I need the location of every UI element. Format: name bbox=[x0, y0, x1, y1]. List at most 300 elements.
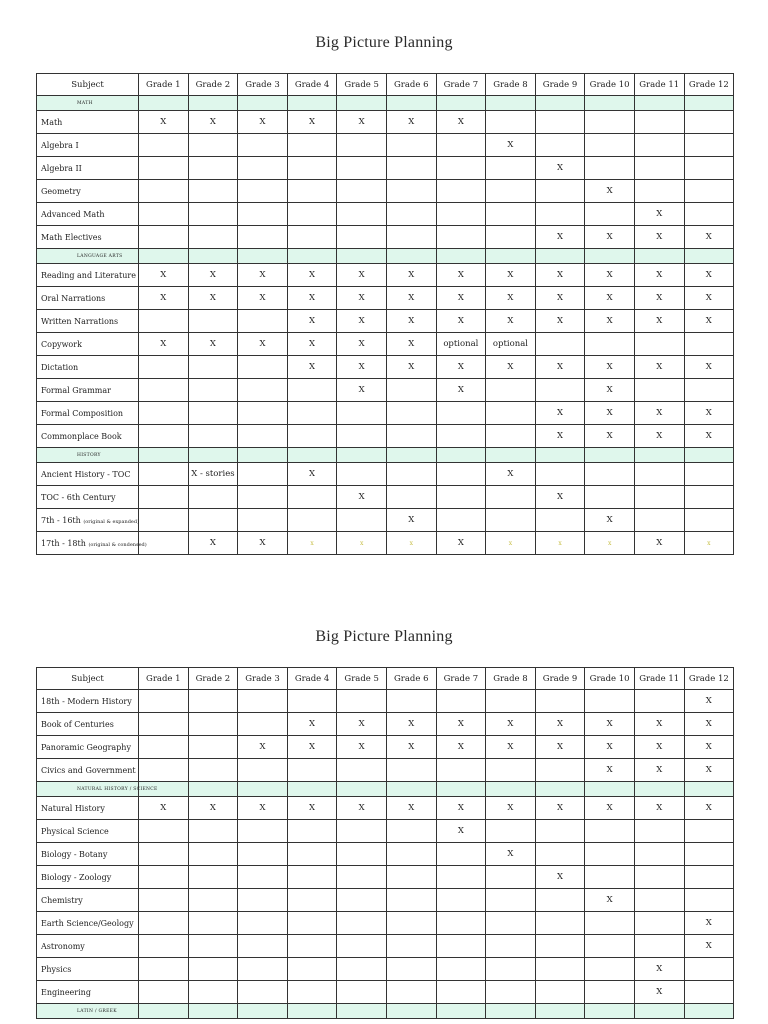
grade-cell bbox=[139, 134, 189, 157]
section-cell bbox=[287, 1004, 337, 1019]
grade-cell bbox=[386, 759, 436, 782]
grade-cell: X bbox=[634, 736, 684, 759]
grade-cell bbox=[634, 486, 684, 509]
grade-cell: X bbox=[386, 333, 436, 356]
subject-label: Math bbox=[41, 117, 63, 127]
grade-cell bbox=[585, 843, 635, 866]
grade-cell: X bbox=[188, 111, 238, 134]
grade-cell bbox=[535, 690, 585, 713]
grade-cell bbox=[188, 690, 238, 713]
column-header-grade: Grade 10 bbox=[585, 74, 635, 96]
grade-cell: X bbox=[436, 310, 486, 333]
grade-cell bbox=[337, 935, 387, 958]
section-cell bbox=[486, 96, 536, 111]
subject-cell bbox=[37, 287, 139, 310]
grade-cell bbox=[535, 935, 585, 958]
column-header-grade: Grade 1 bbox=[139, 668, 189, 690]
grade-cell bbox=[684, 157, 734, 180]
grade-cell: X bbox=[287, 463, 337, 486]
grade-cell bbox=[188, 402, 238, 425]
grade-cell bbox=[238, 379, 288, 402]
column-header-grade: Grade 2 bbox=[188, 74, 238, 96]
grade-cell bbox=[188, 180, 238, 203]
grade-cell bbox=[287, 226, 337, 249]
table-row bbox=[37, 981, 734, 1004]
column-header-grade: Grade 1 bbox=[139, 74, 189, 96]
column-header-grade: Grade 7 bbox=[436, 668, 486, 690]
grade-cell bbox=[287, 509, 337, 532]
grade-cell bbox=[139, 203, 189, 226]
subject-label: 18th - Modern History bbox=[41, 696, 132, 706]
grade-cell bbox=[535, 912, 585, 935]
grade-cell bbox=[188, 981, 238, 1004]
grade-cell: X bbox=[436, 736, 486, 759]
grade-cell bbox=[139, 889, 189, 912]
grade-cell: X bbox=[386, 797, 436, 820]
grade-cell: X bbox=[486, 797, 536, 820]
grade-cell bbox=[436, 981, 486, 1004]
table-row bbox=[37, 912, 734, 935]
subject-label: Panoramic Geography bbox=[41, 742, 131, 752]
grade-cell bbox=[535, 509, 585, 532]
grade-cell: X bbox=[337, 379, 387, 402]
column-header-grade: Grade 8 bbox=[486, 668, 536, 690]
grade-cell: X bbox=[188, 797, 238, 820]
grade-cell bbox=[337, 463, 387, 486]
grade-cell bbox=[287, 866, 337, 889]
section-cell bbox=[238, 782, 288, 797]
grade-cell bbox=[585, 820, 635, 843]
subject-label: Formal Grammar bbox=[41, 385, 111, 395]
grade-cell: X bbox=[585, 797, 635, 820]
grade-cell bbox=[287, 157, 337, 180]
section-cell bbox=[337, 96, 387, 111]
grade-cell bbox=[139, 157, 189, 180]
grade-cell: X bbox=[337, 356, 387, 379]
grade-cell: X bbox=[684, 425, 734, 448]
grade-cell bbox=[634, 889, 684, 912]
grade-cell bbox=[634, 866, 684, 889]
grade-cell bbox=[486, 425, 536, 448]
grade-cell bbox=[188, 958, 238, 981]
grade-cell bbox=[238, 935, 288, 958]
section-cell bbox=[585, 782, 635, 797]
table-row bbox=[37, 310, 734, 333]
section-cell bbox=[684, 448, 734, 463]
subject-label: Earth Science/Geology bbox=[41, 918, 134, 928]
grade-cell: X bbox=[585, 425, 635, 448]
grade-cell: X bbox=[386, 310, 436, 333]
grade-cell bbox=[486, 935, 536, 958]
subject-label: Algebra I bbox=[41, 140, 79, 150]
grade-cell: X bbox=[436, 287, 486, 310]
section-cell bbox=[436, 96, 486, 111]
section-cell bbox=[238, 448, 288, 463]
grade-cell bbox=[337, 866, 387, 889]
grade-cell bbox=[287, 820, 337, 843]
table-row bbox=[37, 820, 734, 843]
subject-label: Commonplace Book bbox=[41, 431, 122, 441]
section-row bbox=[37, 249, 734, 264]
grade-cell bbox=[535, 981, 585, 1004]
subject-label: Physics bbox=[41, 964, 72, 974]
table-row bbox=[37, 958, 734, 981]
section-cell bbox=[238, 96, 288, 111]
grade-cell bbox=[634, 509, 684, 532]
grade-cell bbox=[188, 843, 238, 866]
grade-cell bbox=[684, 958, 734, 981]
grade-cell bbox=[386, 203, 436, 226]
grade-cell: X bbox=[486, 713, 536, 736]
grade-cell: X bbox=[684, 759, 734, 782]
column-header-grade: Grade 6 bbox=[386, 668, 436, 690]
grade-cell: X bbox=[337, 310, 387, 333]
grade-cell bbox=[386, 935, 436, 958]
grade-cell: X bbox=[486, 843, 536, 866]
section-row bbox=[37, 448, 734, 463]
section-cell bbox=[188, 448, 238, 463]
grade-cell bbox=[188, 759, 238, 782]
grade-cell: X bbox=[287, 310, 337, 333]
grade-cell: X bbox=[188, 264, 238, 287]
grade-cell bbox=[238, 820, 288, 843]
grade-cell bbox=[436, 509, 486, 532]
grade-cell: X bbox=[486, 356, 536, 379]
grade-cell bbox=[188, 509, 238, 532]
grade-cell bbox=[238, 759, 288, 782]
grade-cell bbox=[436, 866, 486, 889]
section-cell bbox=[139, 1004, 189, 1019]
section-cell bbox=[535, 448, 585, 463]
table-row bbox=[37, 356, 734, 379]
grade-cell bbox=[337, 690, 387, 713]
column-header-grade: Grade 3 bbox=[238, 74, 288, 96]
grade-cell bbox=[188, 736, 238, 759]
grade-cell bbox=[684, 463, 734, 486]
grade-cell bbox=[337, 843, 387, 866]
grade-cell bbox=[337, 180, 387, 203]
subject-label: Astronomy bbox=[41, 941, 85, 951]
grade-cell: X bbox=[585, 356, 635, 379]
section-cell bbox=[188, 1004, 238, 1019]
grade-cell bbox=[188, 820, 238, 843]
grade-cell: X bbox=[386, 509, 436, 532]
column-header-grade: Grade 4 bbox=[287, 668, 337, 690]
grade-cell: X bbox=[436, 379, 486, 402]
section-label: MATH bbox=[37, 96, 139, 111]
grade-cell bbox=[287, 889, 337, 912]
grade-cell: X - stories bbox=[188, 463, 238, 486]
grade-cell bbox=[684, 111, 734, 134]
subject-label: Geometry bbox=[41, 186, 81, 196]
header-row bbox=[37, 668, 734, 690]
grade-cell bbox=[634, 333, 684, 356]
grade-cell bbox=[436, 402, 486, 425]
section-cell bbox=[188, 782, 238, 797]
section-cell bbox=[684, 1004, 734, 1019]
column-header-grade: Grade 11 bbox=[634, 668, 684, 690]
grade-cell bbox=[634, 690, 684, 713]
grade-cell bbox=[238, 509, 288, 532]
section-cell bbox=[535, 1004, 585, 1019]
section-label: LANGUAGE ARTS bbox=[37, 249, 139, 264]
grade-cell bbox=[486, 820, 536, 843]
grade-cell: X bbox=[634, 981, 684, 1004]
grade-cell bbox=[386, 690, 436, 713]
grade-cell: X bbox=[634, 310, 684, 333]
grade-cell: x bbox=[287, 532, 337, 555]
subject-cell bbox=[37, 134, 139, 157]
grade-cell: X bbox=[486, 310, 536, 333]
grade-cell bbox=[386, 981, 436, 1004]
grade-cell bbox=[634, 820, 684, 843]
section-row bbox=[37, 96, 734, 111]
section-cell bbox=[535, 249, 585, 264]
grade-cell bbox=[337, 912, 387, 935]
section-cell bbox=[337, 249, 387, 264]
grade-cell: X bbox=[684, 356, 734, 379]
grade-cell: X bbox=[188, 287, 238, 310]
grade-cell bbox=[188, 226, 238, 249]
subject-label: 17th - 18th bbox=[41, 538, 86, 548]
grade-cell bbox=[436, 958, 486, 981]
grade-cell: X bbox=[287, 287, 337, 310]
column-header-grade: Grade 8 bbox=[486, 74, 536, 96]
table-row bbox=[37, 287, 734, 310]
grade-cell: X bbox=[337, 111, 387, 134]
grade-cell bbox=[585, 486, 635, 509]
grade-cell: X bbox=[684, 226, 734, 249]
subject-cell bbox=[37, 690, 139, 713]
grade-cell: X bbox=[634, 402, 684, 425]
grade-cell bbox=[139, 356, 189, 379]
grade-cell bbox=[287, 425, 337, 448]
planning-table bbox=[36, 73, 734, 555]
grade-cell bbox=[238, 203, 288, 226]
subject-label: Chemistry bbox=[41, 895, 83, 905]
section-cell bbox=[188, 96, 238, 111]
table-row bbox=[37, 111, 734, 134]
grade-cell: X bbox=[535, 310, 585, 333]
column-header-grade: Grade 12 bbox=[684, 74, 734, 96]
grade-cell bbox=[535, 820, 585, 843]
section-cell bbox=[337, 1004, 387, 1019]
grade-cell: X bbox=[139, 333, 189, 356]
grade-cell bbox=[386, 226, 436, 249]
grade-cell bbox=[287, 379, 337, 402]
grade-cell bbox=[436, 157, 486, 180]
grade-cell bbox=[139, 843, 189, 866]
section-cell bbox=[436, 249, 486, 264]
grade-cell bbox=[585, 866, 635, 889]
subject-label: Math Electives bbox=[41, 232, 102, 242]
grade-cell: X bbox=[386, 713, 436, 736]
grade-cell bbox=[238, 690, 288, 713]
grade-cell: X bbox=[139, 111, 189, 134]
grade-cell bbox=[436, 180, 486, 203]
grade-cell: X bbox=[535, 402, 585, 425]
section-cell bbox=[634, 782, 684, 797]
column-header-grade: Grade 6 bbox=[386, 74, 436, 96]
grade-cell: X bbox=[287, 356, 337, 379]
grade-cell bbox=[386, 425, 436, 448]
column-header-grade: Grade 5 bbox=[337, 74, 387, 96]
section-cell bbox=[486, 782, 536, 797]
subject-cell bbox=[37, 820, 139, 843]
column-header-grade: Grade 5 bbox=[337, 668, 387, 690]
grade-cell bbox=[436, 690, 486, 713]
grade-cell bbox=[238, 402, 288, 425]
grade-cell bbox=[634, 157, 684, 180]
subject-cell bbox=[37, 333, 139, 356]
grade-cell: X bbox=[386, 736, 436, 759]
grade-cell bbox=[386, 157, 436, 180]
grade-cell bbox=[337, 889, 387, 912]
subject-cell bbox=[37, 981, 139, 1004]
grade-cell bbox=[436, 935, 486, 958]
grade-cell bbox=[386, 820, 436, 843]
grade-cell bbox=[585, 333, 635, 356]
subject-label: Ancient History - TOC bbox=[41, 469, 131, 479]
table-row bbox=[37, 935, 734, 958]
grade-cell bbox=[684, 981, 734, 1004]
grade-cell bbox=[436, 226, 486, 249]
grade-cell: X bbox=[238, 111, 288, 134]
table-row bbox=[37, 180, 734, 203]
column-header-grade: Grade 11 bbox=[634, 74, 684, 96]
grade-cell: X bbox=[684, 402, 734, 425]
grade-cell: X bbox=[436, 797, 486, 820]
page-title: Big Picture Planning bbox=[315, 628, 453, 645]
grade-cell bbox=[238, 981, 288, 1004]
subject-cell bbox=[37, 958, 139, 981]
column-header-grade: Grade 7 bbox=[436, 74, 486, 96]
grade-cell: x bbox=[386, 532, 436, 555]
table-row bbox=[37, 713, 734, 736]
grade-cell: X bbox=[634, 759, 684, 782]
grade-cell bbox=[386, 379, 436, 402]
subject-cell bbox=[37, 226, 139, 249]
subject-label: Book of Centuries bbox=[41, 719, 114, 729]
column-header-subject: Subject bbox=[37, 74, 139, 96]
table-row bbox=[37, 264, 734, 287]
grade-cell bbox=[188, 356, 238, 379]
grade-cell bbox=[188, 203, 238, 226]
section-label: NATURAL HISTORY / SCIENCE bbox=[37, 782, 139, 797]
subject-cell bbox=[37, 713, 139, 736]
grade-cell: X bbox=[585, 310, 635, 333]
grade-cell bbox=[436, 134, 486, 157]
grade-cell bbox=[238, 310, 288, 333]
subject-label: Written Narrations bbox=[41, 316, 119, 326]
grade-cell bbox=[684, 843, 734, 866]
grade-cell bbox=[287, 935, 337, 958]
grade-cell: X bbox=[188, 333, 238, 356]
grade-cell: X bbox=[337, 287, 387, 310]
grade-cell bbox=[337, 157, 387, 180]
column-header-subject: Subject bbox=[37, 668, 139, 690]
grade-cell: X bbox=[585, 736, 635, 759]
grade-cell: X bbox=[535, 356, 585, 379]
grade-cell: X bbox=[486, 134, 536, 157]
grade-cell: X bbox=[139, 287, 189, 310]
grade-cell bbox=[139, 866, 189, 889]
grade-cell bbox=[486, 379, 536, 402]
grade-cell: X bbox=[436, 820, 486, 843]
grade-cell: X bbox=[287, 713, 337, 736]
grade-cell: X bbox=[585, 287, 635, 310]
grade-cell bbox=[585, 203, 635, 226]
grade-cell bbox=[188, 713, 238, 736]
grade-cell: X bbox=[684, 264, 734, 287]
grade-cell bbox=[486, 111, 536, 134]
section-cell bbox=[634, 448, 684, 463]
grade-cell bbox=[337, 134, 387, 157]
grade-cell bbox=[337, 981, 387, 1004]
grade-cell bbox=[634, 111, 684, 134]
section-cell bbox=[585, 1004, 635, 1019]
grade-cell bbox=[486, 486, 536, 509]
grade-cell: X bbox=[337, 713, 387, 736]
grade-cell bbox=[238, 843, 288, 866]
grade-cell: X bbox=[634, 425, 684, 448]
grade-cell bbox=[287, 690, 337, 713]
section-cell bbox=[188, 249, 238, 264]
grade-cell bbox=[238, 912, 288, 935]
section-cell bbox=[436, 1004, 486, 1019]
grade-cell bbox=[238, 958, 288, 981]
grade-cell bbox=[139, 713, 189, 736]
grade-cell: X bbox=[535, 713, 585, 736]
grade-cell bbox=[337, 958, 387, 981]
grade-cell: X bbox=[486, 736, 536, 759]
grade-cell: X bbox=[634, 713, 684, 736]
column-header-grade: Grade 9 bbox=[535, 668, 585, 690]
section-cell bbox=[535, 96, 585, 111]
grade-cell bbox=[684, 866, 734, 889]
grade-cell bbox=[486, 402, 536, 425]
table-row bbox=[37, 134, 734, 157]
grade-cell bbox=[535, 463, 585, 486]
grade-cell bbox=[139, 509, 189, 532]
grade-cell bbox=[386, 463, 436, 486]
subject-label: Copywork bbox=[41, 339, 82, 349]
grade-cell: X bbox=[139, 264, 189, 287]
grade-cell bbox=[238, 157, 288, 180]
grade-cell bbox=[386, 866, 436, 889]
grade-cell bbox=[139, 820, 189, 843]
grade-cell: X bbox=[337, 333, 387, 356]
subject-cell bbox=[37, 866, 139, 889]
grade-cell bbox=[238, 425, 288, 448]
grade-cell bbox=[238, 713, 288, 736]
subject-cell bbox=[37, 356, 139, 379]
table-row bbox=[37, 509, 734, 532]
grade-cell: X bbox=[287, 111, 337, 134]
grade-cell bbox=[634, 463, 684, 486]
grade-cell: x bbox=[486, 532, 536, 555]
grade-cell: X bbox=[585, 889, 635, 912]
grade-cell: X bbox=[684, 287, 734, 310]
grade-cell bbox=[634, 134, 684, 157]
section-cell bbox=[585, 448, 635, 463]
table-row bbox=[37, 463, 734, 486]
grade-cell bbox=[486, 866, 536, 889]
section-cell bbox=[337, 782, 387, 797]
grade-cell bbox=[535, 889, 585, 912]
table-row bbox=[37, 203, 734, 226]
grade-cell bbox=[337, 425, 387, 448]
